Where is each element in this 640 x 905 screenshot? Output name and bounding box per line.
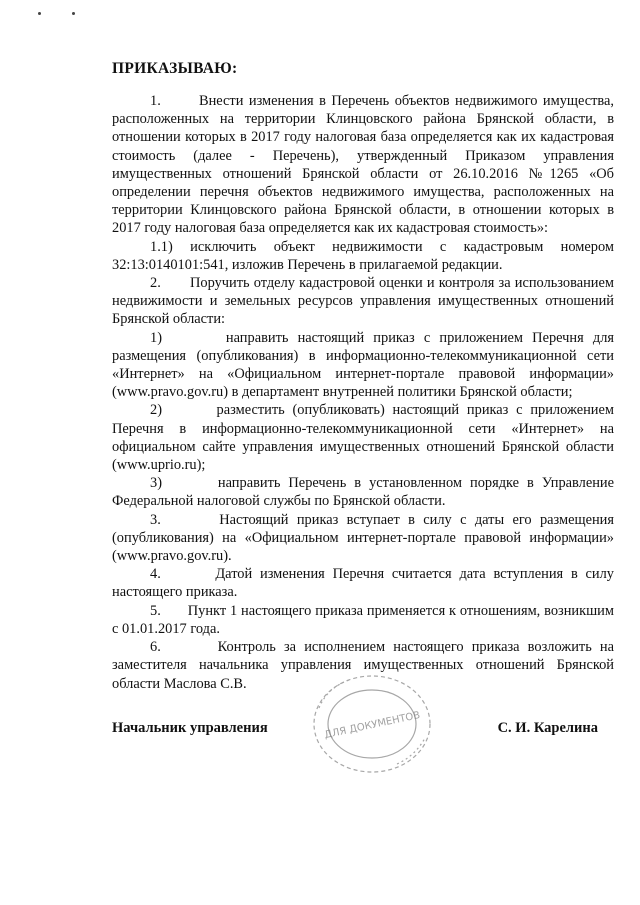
paragraph-subitem-2: 2) разместить (опубликовать) настоящий приказ с приложением Перечня в информационно-телекоммуникационной сети «Интернет» на официальном сайте управления имущественных отношений Брянской области (www.uprio.ru); [112, 402, 614, 474]
paragraph-subitem-3: 3) направить Перечень в установленном порядке в Управление Федеральной налоговой службы по Брянской области. [112, 475, 614, 510]
paragraph-item-5: 5. Пункт 1 настоящего приказа применяется к отношениям, возникшим с 01.01.2017 года. [112, 602, 614, 637]
signatory-position: Начальник управления [112, 720, 268, 736]
order-heading: ПРИКАЗЫВАЮ: [112, 60, 238, 77]
signatory-name: С. И. Карелина [497, 720, 598, 736]
scan-speck [38, 12, 41, 15]
paragraph-item-4: 4. Датой изменения Перечня считается дата вступления в силу настоящего приказа. [112, 566, 614, 601]
order-body [112, 92, 614, 693]
stamp-text: ДЛЯ ДОКУМЕНТОВ [323, 709, 422, 741]
paragraph-item-3: 3. Настоящий приказ вступает в силу с даты его размещения (опубликования) на «Официальном интернет-портале правовой информации» (www.pravo.gov.ru). [112, 511, 614, 565]
paragraph-item-1: 1. Внести изменения в Перечень объектов недвижимого имущества, расположенных на территории Клинцовского района Брянской области, в отношении которых в 2017 году налоговая база определяется как их кадастровая стоимость (далее - Перечень), утвержденный Приказом управления имущественных отношений Брянской области от 26.10.2016 №1265 «Об определении перечня объектов недвижимого имущества, расположенных на территории Клинцовского района Брянской области, в отношении которых в 2017 году налоговая база определяется как их кадастровая стоимость»: [112, 93, 614, 237]
paragraph-item-6: 6. Контроль за исполнением настоящего приказа возложить на заместителя начальника управления имущественных отношений Брянской области Маслова С.В. [112, 639, 614, 692]
paragraph-item-1-1: 1.1) исключить объект недвижимости с кадастровым номером 32:13:0140101:541, изложив Перечень в прилагаемой редакции. [112, 238, 614, 273]
paragraph-item-2: 2. Поручить отделу кадастровой оценки и контроля за использованием недвижимости и земельных ресурсов управления имущественных отношений Брянской области: [112, 275, 614, 328]
official-stamp [297, 668, 447, 780]
scan-speck [72, 12, 75, 15]
paragraph-subitem-1: 1) направить настоящий приказ с приложением Перечня для размещения (опубликования) в информационно-телекоммуникационной сети «Интернет» на «Официальном интернет-портале правовой информации» (www.pravo.gov.ru) в департамент внутренней политики Брянской области; [112, 329, 614, 401]
